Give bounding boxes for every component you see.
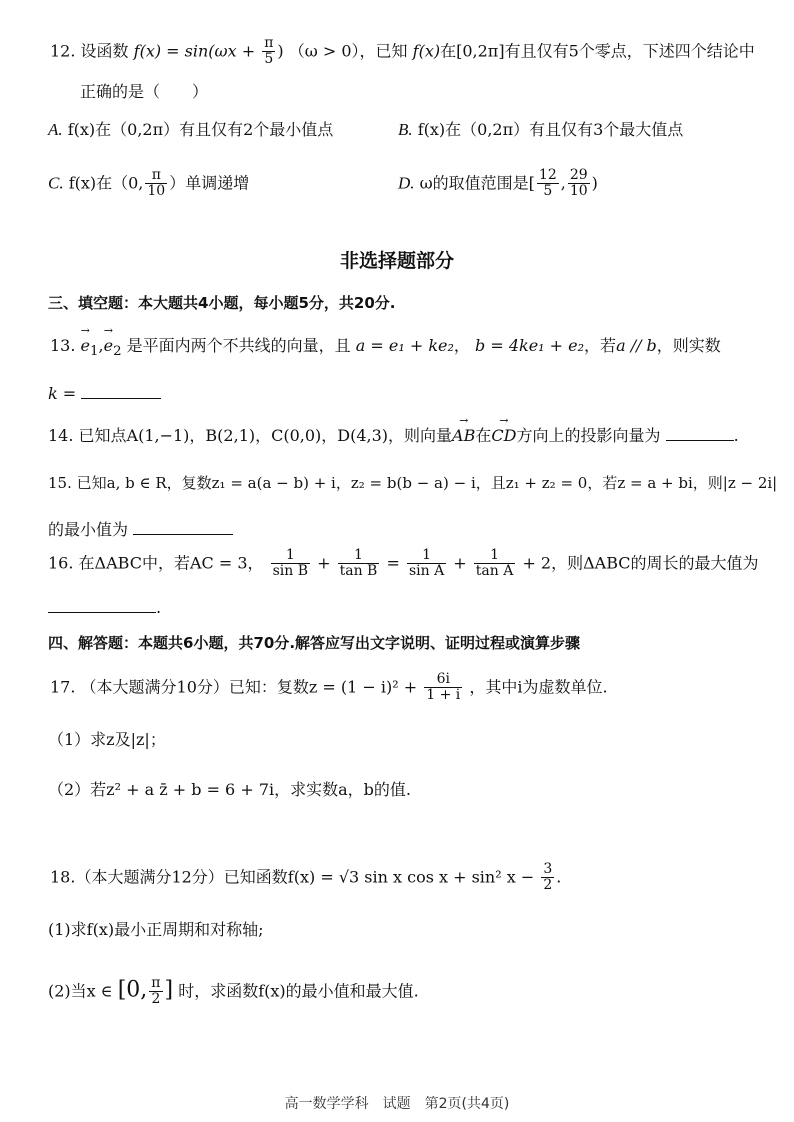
fraction-pi-over-2: $\frac{\pi}{2}$ — [151, 975, 161, 1008]
question-18-part-1: (1)求f(x)最小正周期和对称轴; — [48, 920, 264, 939]
fraction-12-over-5: $\frac{12}{5}$ — [538, 167, 557, 200]
option-c: C. f(x)在（0, $\frac{\pi}{10}$ ）单调递增 — [48, 167, 250, 200]
question-13: 13. → $e_1,\to e_2$ 是平面内两个不共线的向量，且 a = e₁ + ke₂， b = 4ke₁ + e₂，若a // b，则实数 — [50, 336, 721, 360]
page-footer: 高一数学学科 试题 第2页(共4页) — [284, 1096, 510, 1112]
question-12-stem-continued: 正确的是（ ） — [80, 82, 209, 101]
answer-blank[interactable] — [133, 520, 233, 535]
fraction-1-over-tanA: $\frac{1}{\text{tan A}}$ — [475, 547, 514, 580]
section-3-heading: 三、填空题：本大题共4小题，每小题5分，共20分. — [48, 294, 396, 312]
question-17-part-1: （1）求z及|z|； — [48, 730, 166, 749]
fraction-1-over-tanB: $\frac{1}{\text{tan B}}$ — [339, 547, 378, 580]
question-15: 15. 已知a, b ∈ R，复数z₁ = a(a − b) + i，z₂ = b(b − a) − i，且z₁ + z₂ = 0，若z = a + bi，则|z − 2i| — [48, 474, 778, 492]
question-14: 14. 已知点A(1,−1)，B(2,1)，C(0,0)，D(4,3)，则向量→ AB在→ CD方向上的投影向量为 . — [48, 426, 739, 445]
question-16-answer: . — [48, 598, 161, 617]
answer-blank[interactable] — [666, 426, 734, 441]
fraction-6i-over-1plusi: $\frac{6i}{1 + i}$ — [426, 671, 461, 704]
question-15-answer: 的最小值为 — [48, 520, 233, 539]
option-b: B. f(x)在（0,2π）有且仅有3个最大值点 — [398, 120, 684, 139]
question-17: 17. （本大题满分10分）已知：复数z = (1 − i)² + $\frac{6i}{1 + i}$ ，其中i为虚数单位. — [50, 671, 608, 704]
fraction-pi-over-10: $\frac{\pi}{10}$ — [147, 167, 166, 200]
fraction-1-over-sinB: $\frac{1}{\text{sin B}}$ — [272, 547, 309, 580]
question-13-answer: k = — [48, 384, 161, 403]
fraction-29-over-10: $\frac{29}{10}$ — [569, 167, 588, 200]
question-18-part-2: (2)当x ∈ [0, $\frac{\pi}{2}$ ] 时，求函数f(x)的最小值和最大值. — [48, 975, 419, 1008]
answer-blank[interactable] — [48, 598, 156, 613]
answer-blank[interactable] — [81, 384, 161, 399]
section-title: 非选择题部分 — [339, 250, 454, 272]
fraction-pi-over-5: $\frac{\pi}{5}$ — [264, 35, 274, 68]
question-18: 18.（本大题满分12分）已知函数f(x) = √3 sin x cos x + sin² x − $\frac{3}{2}$ . — [50, 861, 562, 894]
question-17-part-2: （2）若z² + a z̄ + b = 6 + 7i，求实数a，b的值. — [48, 780, 411, 799]
fraction-3-over-2: $\frac{3}{2}$ — [543, 861, 553, 894]
option-d: D. ω的取值范围是[ $\frac{12}{5}$ , $\frac{29}{10}$ ) — [398, 167, 598, 200]
question-16: 16. 在ΔABC中，若AC = 3， $\frac{1}{\text{sin B}}$ + $\frac{1}{\text{tan B}}$ = $\frac{1}{\text{sin A}}$ + $\frac{1}{\text{tan A}}$ + 2，则ΔABC的周长的最大值为 — [48, 547, 759, 580]
question-12-stem: 12. 设函数 f(x) = sin(ωx + $\frac{\pi}{5}$ ) （ω > 0），已知 f(x)在[0,2π]有且仅有5个零点，下述四个结论中 — [50, 35, 755, 68]
option-a: A. f(x)在（0,2π）有且仅有2个最小值点 — [48, 120, 334, 139]
section-4-heading: 四、解答题：本题共6小题，共70分.解答应写出文字说明、证明过程或演算步骤 — [48, 634, 581, 652]
fraction-1-over-sinA: $\frac{1}{\text{sin A}}$ — [408, 547, 445, 580]
question-number: 12. — [50, 41, 76, 61]
